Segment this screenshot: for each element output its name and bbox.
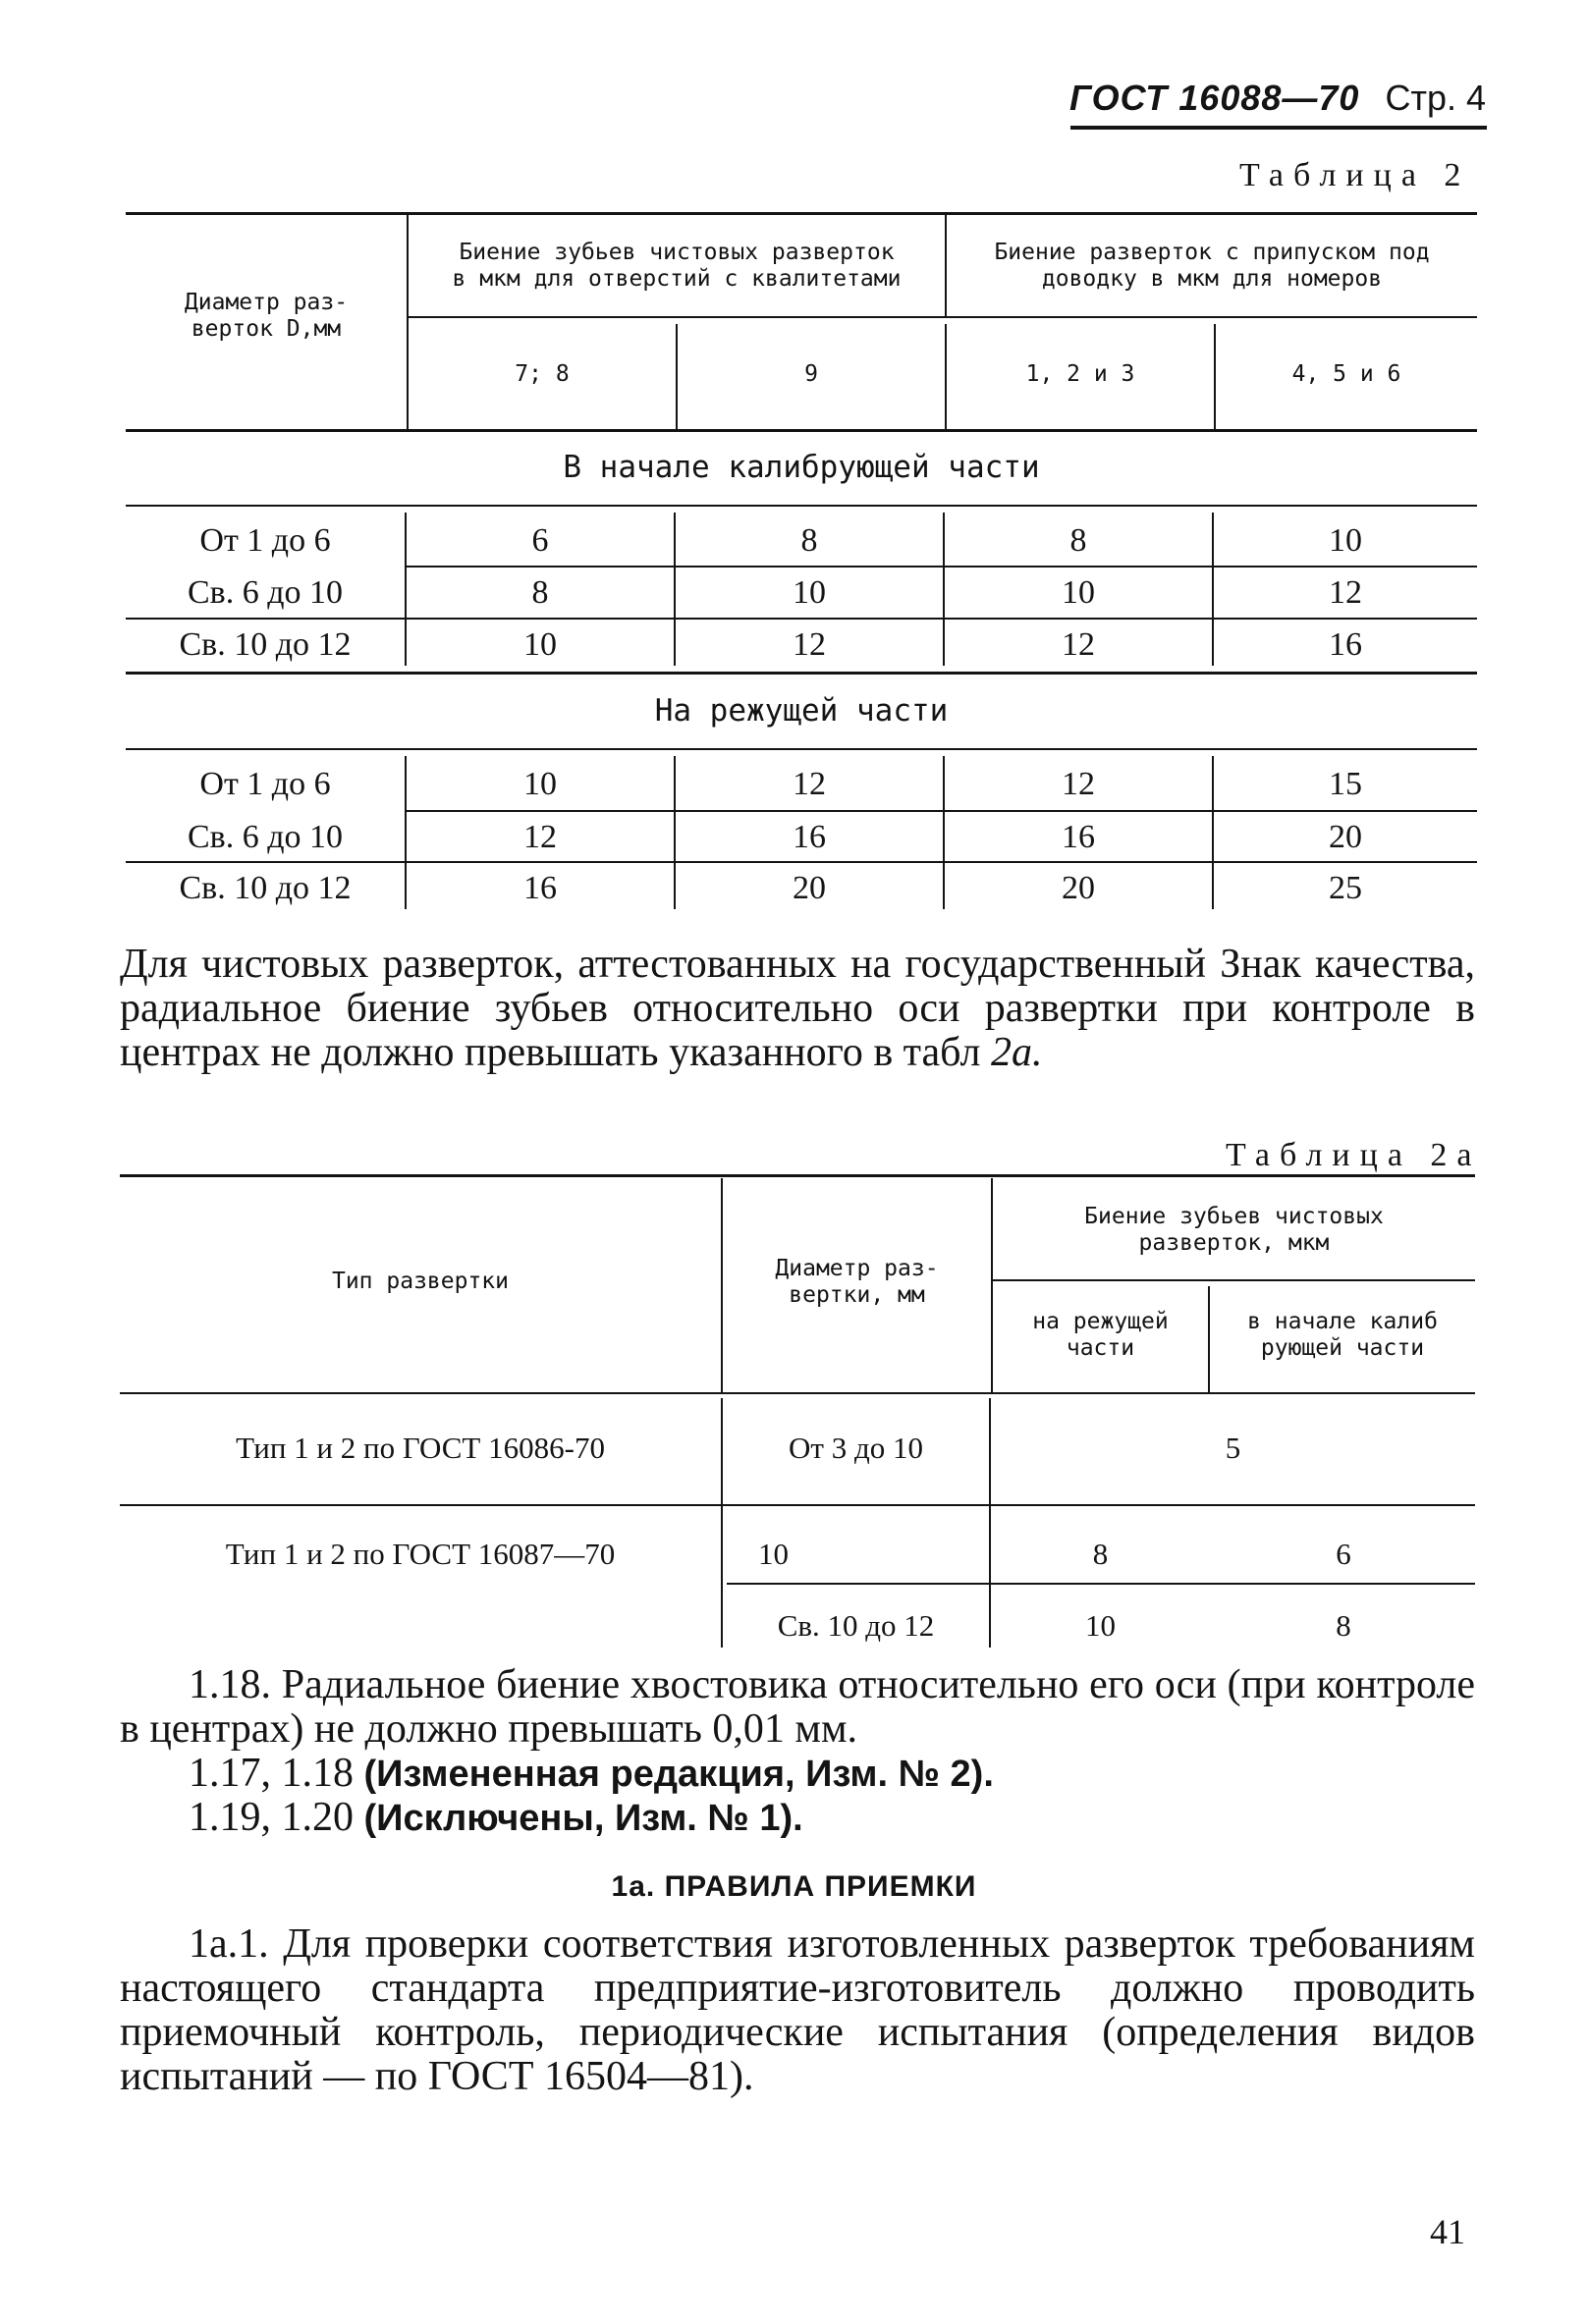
- table2-cell: 10: [1329, 522, 1362, 559]
- table2-row-rule: [407, 810, 1477, 812]
- note-excluded: [189, 1796, 803, 1841]
- table2-cell: 16: [1062, 819, 1095, 855]
- table2-top-rule: [126, 212, 1477, 215]
- table2-row-rule: [126, 618, 1477, 620]
- table2a-cutting: 10: [1085, 1608, 1116, 1643]
- header-rule: [1070, 126, 1487, 130]
- table2-header-mid-rule: [408, 316, 1477, 318]
- table2-row-label: Св. 6 до 10: [187, 819, 344, 855]
- table2-cell: 20: [793, 870, 826, 906]
- table2-cell: 12: [1329, 574, 1362, 611]
- table2a-header-bottom-rule: [120, 1392, 1475, 1394]
- table2-row-label: От 1 до 6: [199, 522, 331, 559]
- table2-cell: 16: [523, 870, 557, 906]
- table2-row-rule: [407, 566, 1477, 567]
- table2-cell: 8: [1069, 522, 1087, 559]
- note-clauses: 1.19, 1.20: [189, 1795, 354, 1840]
- table2a-cutting: 8: [1092, 1537, 1109, 1571]
- table2-cell: 20: [1062, 870, 1095, 906]
- clause-1a-1: 1а.1. Для проверки соответствия изготовленных разверток требованиям настоящего стандарта предприятие-изготовитель должно проводить приемочный контроль, периодические испытания (определения видов испытаний — по ГОСТ 16504—81).: [120, 1921, 1475, 2099]
- table2-subheader: 1, 2 и 3: [1025, 360, 1135, 387]
- table2-row-label: Св. 10 до 12: [179, 870, 352, 906]
- table2-cell: 20: [1329, 819, 1362, 855]
- table2-cell: 16: [793, 819, 826, 855]
- table2-cell: 16: [1329, 626, 1362, 663]
- table2-cell: 12: [793, 626, 826, 663]
- table2-cell: 8: [531, 574, 549, 611]
- table2a-calibrating: 8: [1336, 1608, 1351, 1643]
- note-amended: [189, 1752, 994, 1797]
- table2-cell: 12: [793, 766, 826, 802]
- table2a-diameter: 10: [758, 1537, 789, 1571]
- table2-cell: 10: [1062, 574, 1095, 611]
- table2a-sub-cutting: на режущей части: [1032, 1309, 1169, 1361]
- paragraph-quality-mark: [120, 943, 1475, 1075]
- table2-cell: 12: [1062, 766, 1095, 802]
- table2a-row-rule: [120, 1504, 1475, 1506]
- table2a-sub-calibrating: в начале калиб рующей части: [1247, 1309, 1438, 1361]
- table2-cell: 15: [1329, 766, 1362, 802]
- note-amendment: (Измененная редакция, Изм. № 2).: [363, 1754, 994, 1795]
- table2-cell: 10: [523, 626, 557, 663]
- table2-section-title: На режущей части: [654, 693, 949, 729]
- page-header: [1069, 77, 1486, 120]
- table2a-caption: Таблица 2а: [1226, 1137, 1482, 1173]
- note-amendment: (Исключены, Изм. № 1).: [363, 1798, 803, 1839]
- table2-col-diameter: Диаметр раз- верток D,мм: [184, 290, 349, 342]
- note-clauses: 1.17, 1.18: [189, 1751, 354, 1796]
- clause-1-18: 1.18. Радиальное биение хвостовика относительно его оси (при контроле в центрах) не должно превышать 0,01 мм.: [120, 1662, 1475, 1752]
- table2a-col-type: Тип развертки: [331, 1268, 509, 1294]
- table2-subheader: 9: [804, 360, 818, 387]
- table2a-diameter: От 3 до 10: [789, 1431, 923, 1465]
- standard-number: ГОСТ 16088—70: [1069, 78, 1360, 118]
- table2a-header-mid-rule: [993, 1279, 1475, 1281]
- table2-subheader: 7; 8: [515, 360, 570, 387]
- table2-group-finishing: Биение зубьев чистовых разверток в мкм для отверстий с квалитетами: [452, 240, 902, 292]
- table2-cell: 10: [793, 574, 826, 611]
- table2a-diameter: Св. 10 до 12: [777, 1608, 935, 1643]
- table2-section1-bottom-rule: [126, 672, 1477, 675]
- table2-cell: 8: [800, 522, 818, 559]
- table2-subheader: 4, 5 и 6: [1291, 360, 1401, 387]
- section-title: 1а. ПРАВИЛА ПРИЕМКИ: [611, 1870, 977, 1903]
- table2-cell: 12: [523, 819, 557, 855]
- table2-row-label: От 1 до 6: [199, 766, 331, 802]
- page-number: 41: [1430, 2212, 1465, 2251]
- table2-row-label: Св. 10 до 12: [179, 626, 352, 663]
- table2-section-title: В начале калибрующей части: [563, 450, 1040, 485]
- table2a-type: Тип 1 и 2 по ГОСТ 16087—70: [225, 1537, 616, 1571]
- table2-cell: 12: [1062, 626, 1095, 663]
- table2-cell: 10: [523, 766, 557, 802]
- table2a-group-runout: Биение зубьев чистовых разверток, мкм: [1084, 1204, 1384, 1256]
- table2a-merged-value: 5: [1225, 1431, 1241, 1465]
- table2-cell: 6: [531, 522, 549, 559]
- page-label: Стр. 4: [1385, 78, 1486, 118]
- table2-section2-rule: [126, 748, 1477, 750]
- table2a-top-rule: [120, 1174, 1475, 1177]
- table2-row-label: Св. 6 до 10: [187, 574, 344, 611]
- table-reference: 2а.: [990, 1030, 1043, 1075]
- table2-header-bottom-rule: [126, 429, 1477, 432]
- table2-group-allowance: Биение разверток с припуском под доводку в мкм для номеров: [994, 240, 1430, 292]
- table2a-calibrating: 6: [1336, 1537, 1351, 1571]
- table2-section1-rule: [126, 505, 1477, 507]
- table2a-type: Тип 1 и 2 по ГОСТ 16086-70: [236, 1431, 605, 1465]
- table2a-col-diameter: Диаметр раз- вертки, мм: [775, 1256, 939, 1308]
- table2-caption: Таблица 2: [1239, 157, 1471, 193]
- paragraph-text: Для чистовых разверток, аттестованных на государственный Знак качества, радиальное биение зубьев относительно оси развертки при контроле в центрах не должно превышать указанного в табл: [120, 942, 1475, 1075]
- table2-cell: 25: [1329, 870, 1362, 906]
